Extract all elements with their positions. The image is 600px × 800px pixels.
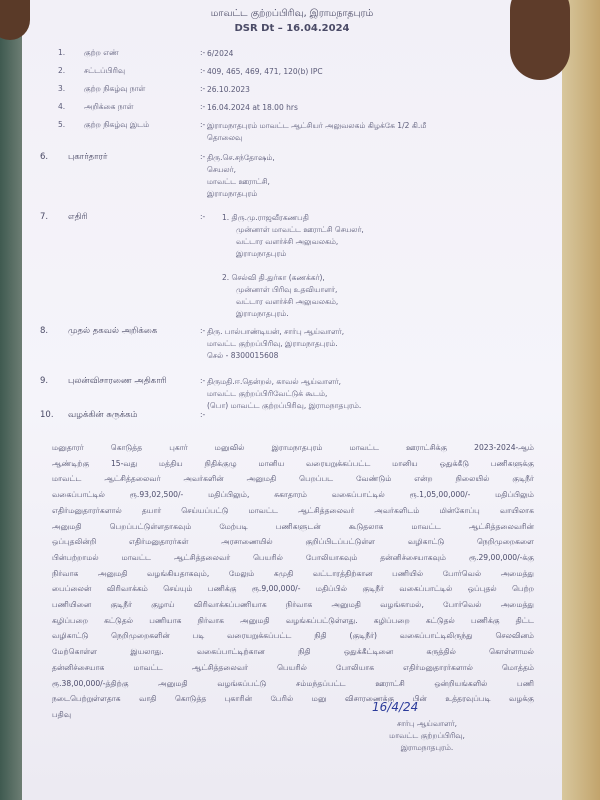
summary-line: பணியினை குடிநீர் குழாய் விரிவாக்கப்பணியாக நிர்வாக அனுமதி வழங்காமல், போர்வெல் அமைத்து [52, 600, 534, 610]
field-label: எதிரி [68, 212, 88, 222]
field-separator: :- [200, 376, 206, 385]
field-value-line: 26.10.2023 [207, 85, 250, 94]
field-separator: :- [200, 48, 206, 57]
field-label: குற்ற நிகழ்வு இடம் [84, 120, 150, 129]
field-value [207, 102, 527, 114]
field-value-line: தொலைவு [207, 133, 243, 142]
field-value-line [222, 260, 542, 272]
field-value [207, 326, 527, 362]
field-separator: :- [200, 410, 206, 419]
field-label: புகார்தாரர் [68, 152, 108, 162]
field-value-line: திரு. பால்பாண்டியன், சார்பு ஆய்வாளர், [207, 327, 345, 336]
field-value [222, 212, 542, 320]
field-value-line: 409, 465, 469, 471, 120(b) IPC [207, 67, 323, 76]
field-value-line: இராமநாதபுரம் மாவட்ட ஆட்சியர் அலுவலகம் கிழக்கே 1/2 கி.மீ [207, 121, 427, 130]
field-value [207, 48, 527, 60]
summary-line: மேற்கொள்ள இயலாது. வகைப்பாட்டிற்கான நிதி ஒதுக்கீட்டினை கருத்தில் கொள்ளாமல் [52, 647, 534, 657]
summary-line: அனுமதி பெறப்பட்டுள்ளதாகவும் மேற்படி பணிகளுடன் கூடுதலாக மாவட்ட ஆட்சித்தலைவரின் [52, 521, 534, 531]
signature-line: மாவட்ட குற்றப்பிரிவு, [389, 731, 465, 740]
field-number: 6. [40, 152, 49, 162]
document-page [22, 0, 562, 800]
field-number: 3. [58, 84, 66, 93]
field-value-line: மாவட்ட ஊராட்சி, [207, 177, 270, 186]
field-value-line: வட்டார வளர்ச்சி அலுவலகம், [236, 237, 339, 246]
summary-line: தன்னிச்சையாக மாவட்ட ஆட்சித்தலைவர் பெயரில் போலியாக எதிர்மனுதாரர்களால் மொத்தம் [52, 662, 534, 672]
field-label: புலன்விசாரணை அதிகாரி [68, 376, 167, 386]
field-value [207, 120, 527, 144]
summary-line: பின்பற்றாமல் மாவட்ட ஆட்சித்தலைவர் பெயரில் போலியாகவும் தன்னிச்சையாகவும் ரூ.29,00,000/-க்கு [52, 552, 534, 562]
field-value-line: (பொ) மாவட்ட குற்றப்பிரிவு, இராமநாதபுரம். [207, 401, 362, 410]
field-value-line: திருமதி.ஈ.தென்றல், காவல் ஆய்வாளர், [207, 377, 342, 386]
field-separator: :- [200, 84, 206, 93]
field-value-line: 1. திரு.மு.ராஜவீரகணபதி [222, 213, 309, 222]
field-value [207, 84, 527, 96]
field-value-line: முன்னாள் பிரிவு உதவியாளர், [236, 285, 338, 294]
field-value-line: இராமநாதபுரம் [207, 189, 258, 198]
summary-line: பைப்லைன் விரிவாக்கம் செய்யும் பணிக்கு ரூ.9,00,000/- மதிப்பில் குடிநீர் வகைப்பாட்டில் ஒப்புதல் பெற்ற [52, 584, 534, 594]
field-separator: :- [200, 152, 206, 161]
field-separator: :- [200, 326, 206, 335]
summary-line: எதிர்மனுதாரர்களால் தயார் செய்யப்பட்டு மாவட்ட ஆட்சித்தலைவர் அவர்களிடம் மின்கோப்பு வாயிலாக [52, 505, 534, 515]
case-summary [52, 440, 534, 723]
field-number: 7. [40, 212, 49, 222]
field-number: 2. [58, 66, 66, 75]
field-number: 1. [58, 48, 66, 57]
field-number: 10. [40, 410, 54, 420]
field-value-line: 6/2024 [207, 49, 234, 58]
summary-line: கழிப்பறை கட்டுதல் பணியாக நிர்வாக அனுமதி வழங்கப்பட்டுள்ளது. கழிப்பறை கட்டுதல் பணிக்கு திட்ட [52, 615, 534, 625]
field-value-line: மாவட்ட குற்றப்பிரிவேட்டுக் கூடம், [207, 389, 328, 398]
field-label: அறிக்கை நாள் [84, 102, 134, 111]
field-label: குற்ற எண் [84, 48, 119, 57]
finger [510, 0, 570, 80]
field-value-line: வட்டார வளர்ச்சி அலுவலகம், [236, 297, 339, 306]
field-separator: :- [200, 212, 206, 221]
field-value-line: முன்னாள் மாவட்ட ஊராட்சி செயலர், [236, 225, 364, 234]
background-right [560, 0, 600, 800]
summary-line: ஒப்புதலின்றி எதிர்மனுதாரர்கள் அரசாணையில் குறிப்பிடப்பட்டுள்ள வழிகாட்டு நெறிமுறைகளை [52, 537, 534, 547]
field-separator: :- [200, 120, 206, 129]
field-value-line: 2. செல்வி தி.துர்கா (கணக்கர்), [222, 273, 325, 282]
field-value-line: இராமநாதபுரம் [236, 249, 287, 258]
summary-line: நிர்வாக அனுமதி வழங்கியதாகவும், மேலும் கமுதி வட்டாரத்திற்கான பணியில் போர்வெல் அமைத்து [52, 568, 534, 578]
dsr-date: DSR Dt – 16.04.2024 [234, 23, 350, 34]
summary-line: வழிகாட்டு நெறிமுறைகளின் படி வரையறுக்கப்பட்ட நிதி (குடிநீர்) வகைப்பாட்டிலிருந்து செலவினம் [52, 631, 534, 641]
field-value-line: திரு.செ.சந்தோஷம், [207, 153, 275, 162]
field-value [207, 152, 527, 200]
field-number: 4. [58, 102, 66, 111]
field-label: வழக்கின் சுருக்கம் [68, 410, 138, 420]
field-value [207, 66, 527, 78]
field-label: குற்ற நிகழ்வு நாள் [84, 84, 146, 93]
summary-line: வகைப்பாட்டில் ரூ.93,02,500/- மதிப்பிலும், சுகாதாரம் வகைப்பாட்டில் ரூ.1,05,00,000/- மதிப்பிலும் [52, 490, 534, 500]
field-label: முதல் தகவல் அறிக்கை [68, 326, 158, 336]
office-name: மாவட்ட குற்றப்பிரிவு, இராமநாதபுரம் [210, 8, 374, 19]
summary-line: ஆண்டிற்கு 15-வது மத்திய நிதிக்குழு மானிய வரையறுக்கப்பட்ட மானிய ஒதுக்கீடு பணிகளுக்கு [52, 458, 534, 468]
field-number: 5. [58, 120, 66, 129]
document-header [22, 8, 562, 34]
summary-line: நடைபெற்றுள்ளதாக வாதி கொடுத்த புகாரின் பேரில் மனு விசாரணைக்கு பின் உத்தரவுப்படி வழக்கு [52, 694, 534, 704]
field-value-line: செயலர், [207, 165, 236, 174]
field-value [207, 376, 527, 412]
field-value-line: செல் - 8300015608 [207, 351, 279, 360]
summary-line: ரூ.38,00,000/-த்திற்கு அனுமதி வழங்கப்பட்டு சம்மந்தப்பட்ட ஊராட்சி ஒன்றியங்களில் பணி [52, 678, 534, 688]
field-separator: :- [200, 66, 206, 75]
field-value-line: 16.04.2024 at 18.00 hrs [207, 103, 298, 112]
field-value-line: இராமநாதபுரம். [236, 309, 289, 318]
handwritten-signature: 16/4/24 [372, 700, 419, 714]
field-label: சட்டப்பிரிவு [84, 66, 126, 75]
summary-line: மாவட்ட ஆட்சித்தலைவர் அவர்களின் அனுமதி பெறப்பட வேண்டும் என்ற நிலையில் குடிநீர் [52, 474, 534, 484]
summary-line: மனுதாரர் கொடுத்த புகார் மனுவில் இராமநாதபுரம் மாவட்ட ஊராட்சிக்கு 2023-2024-ஆம் [52, 443, 534, 452]
summary-line: பதிவு [52, 709, 72, 719]
field-number: 9. [40, 376, 49, 386]
field-value-line: மாவட்ட குற்றப்பிரிவு, இராமநாதபுரம். [207, 339, 338, 348]
field-separator: :- [200, 102, 206, 111]
signature-line: இராமநாதபுரம். [400, 743, 454, 752]
signature-line: சார்பு ஆய்வாளர், [396, 719, 458, 728]
signature-block [372, 718, 482, 754]
field-number: 8. [40, 326, 49, 336]
